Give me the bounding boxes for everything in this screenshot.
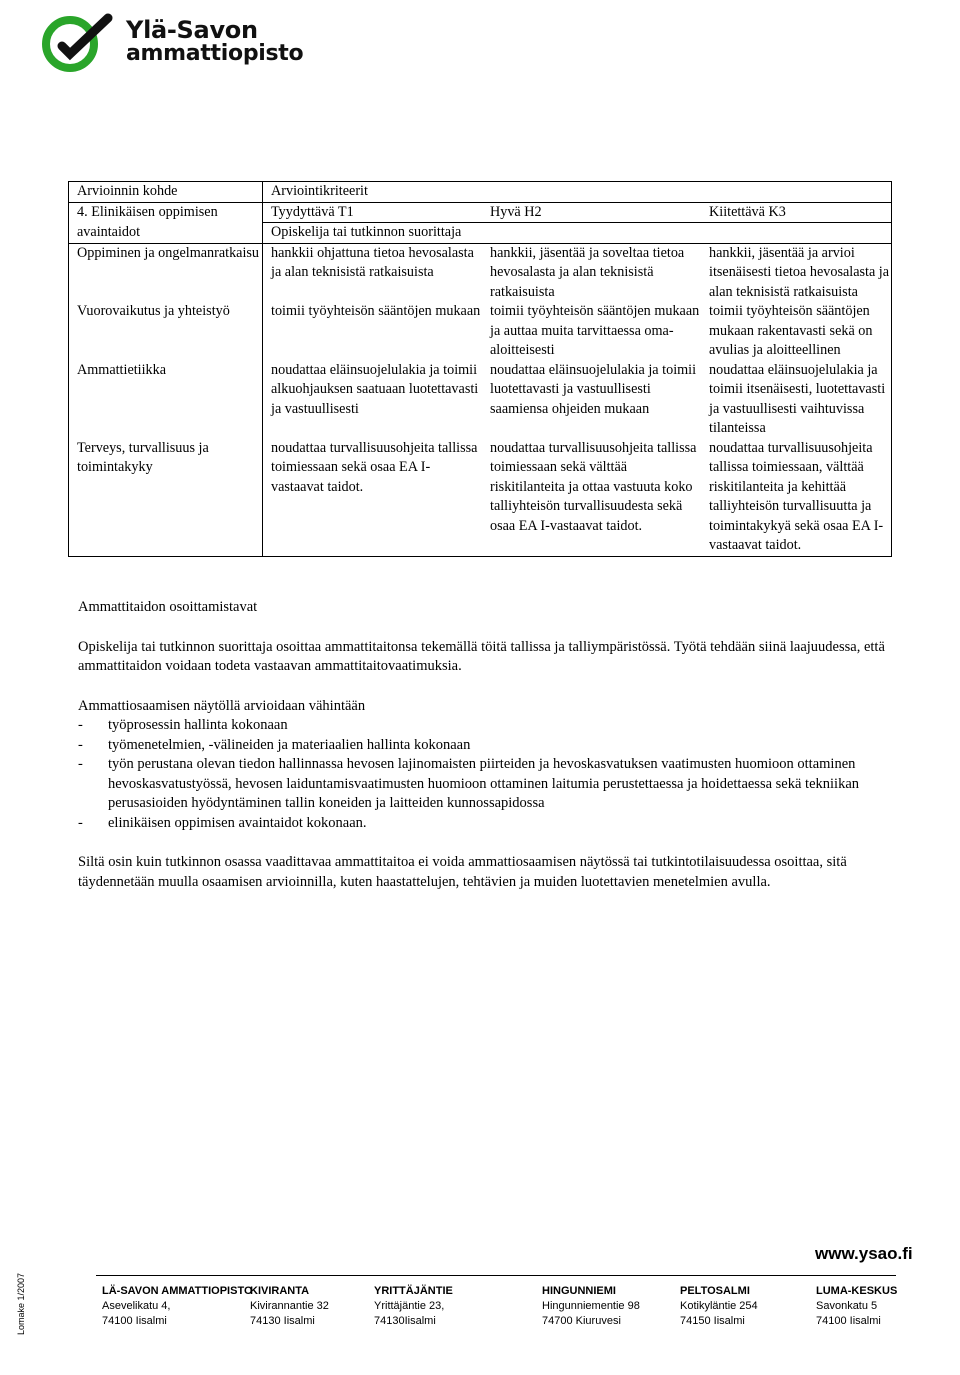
demonstration-section <box>78 598 908 892</box>
form-code: Lomake 1/2007 <box>16 1272 26 1335</box>
table-cell: Oppiminen ja ongelmanratkaisu <box>69 243 263 302</box>
table-cell: toimii työyhteisön sääntöjen mukaan <box>263 302 483 361</box>
table-row <box>69 361 892 439</box>
table-cell: noudattaa turvallisuusohjeita tallissa toimiessaan sekä osaa EA I-vastaavat taidot. <box>263 439 483 557</box>
table-cell: noudattaa turvallisuusohjeita tallissa toimiessaan, välttää riskitilanteita ja kehittää talliyhteisön turvallisuutta ja toimintakykyä sekä osaa EA I-vastaavat taidot. <box>709 439 884 553</box>
criteria-table <box>68 181 892 557</box>
table-row <box>69 302 892 361</box>
table-cell: noudattaa eläinsuojelulakia ja toimii itsenäisesti, luotettavasti ja vastuullisesti vaihtuvissa tilanteissa <box>709 361 886 436</box>
table-cell: hankkii, jäsentää ja arvioi itsenäisesti tietoa hevosalasta ja alan teknisistä ratkaisuista <box>701 243 892 302</box>
table-cell: hankkii, jäsentää ja soveltaa tietoa hevosalasta ja alan teknisistä ratkaisuista <box>482 243 701 302</box>
level-k3: Kiitettävä K3 <box>701 202 892 223</box>
table-row <box>69 439 892 557</box>
footer-address: LUMA-KESKUS Savonkatu 5 74100 Iisalmi <box>816 1285 898 1327</box>
section-heading: Ammattitaidon osoittamistavat <box>78 599 258 615</box>
footer-address: HINGUNNIEMI Hingunniementie 98 74700 Kiuruvesi <box>542 1285 640 1327</box>
header-cell-criteria: Arviointikriteerit <box>263 182 892 203</box>
list-intro: Ammattiosaamisen näytöllä arvioidaan vähintään <box>78 697 366 714</box>
table-cell: noudattaa turvallisuusohjeita tallissa toimiessaan sekä välttää riskitilanteita ja ottaa vastuuta koko talliyhteisön turvallisuudesta sekä osaa EA I-vastaavat taidot. <box>490 439 697 534</box>
logo-line2: ammattiopisto <box>126 41 304 66</box>
list-item: - työprosessin hallinta kokonaan <box>78 717 288 733</box>
table-cell: noudattaa eläinsuojelulakia ja toimii luotettavasti ja vastuullisesti saamiensa ohjeiden mukaan <box>490 361 697 417</box>
website-url[interactable]: www.ysao.fi <box>815 1244 913 1263</box>
paragraph: Siltä osin kuin tutkinnon osassa vaadittavaa ammattitaitoa ei voida ammattiosaamisen näytössä tai tutkintotilaisuudessa osoittaa, sitä täydennetään muulla osaamisen arvioinnilla, kuten haastattelujen, tehtävien ja muiden luotettavien menetelmien avulla. <box>78 854 847 890</box>
table-row <box>69 243 892 302</box>
footer-divider <box>96 1275 896 1276</box>
logo-line1: Ylä-Savon <box>126 16 258 44</box>
table-cell: toimii työyhteisön sääntöjen mukaan ja auttaa muita tarvittaessa oma-aloitteisesti <box>490 303 700 358</box>
paragraph: Opiskelija tai tutkinnon suorittaja osoittaa ammattitaitonsa tekemällä töitä tallissa ja talliympäristössä. Työtä tehdään siinä laajuudessa, että ammattitaidon voidaan todeta vastaavan ammattitaitovaatimuksia. <box>78 638 885 674</box>
list-item: - työmenetelmien, -välineiden ja materiaalien hallinta kokonaan <box>78 736 471 753</box>
table-cell: noudattaa eläinsuojelulakia ja toimii alkuohjauksen saatuaan luotettavasti ja vastuullisesti <box>263 361 483 439</box>
table-cell: avaintaidot <box>77 223 141 240</box>
table-cell: hankkii ohjattuna tietoa hevosalasta ja alan teknisistä ratkaisuista <box>263 243 483 302</box>
header-cell-target: Arvioinnin kohde <box>77 183 178 199</box>
logo-wordmark <box>126 18 303 66</box>
table-cell: 4. Elinikäisen oppimisen <box>69 202 263 223</box>
table-subject-row <box>69 223 892 244</box>
subject-cell: Opiskelija tai tutkinnon suorittaja <box>263 223 892 244</box>
table-cell: toimii työyhteisön sääntöjen mukaan rakentavasti sekä on avulias ja aloitteellinen <box>709 303 873 358</box>
list-item: - elinikäisen oppimisen avaintaidot kokonaan. <box>78 814 367 831</box>
list-item: - työn perustana olevan tiedon hallinnassa hevosen lajinomaisten piirteiden ja hevoskasvatuksen vaatimusten huomioon ottaminen hevoskasvatustyössä, hevosen laiduntamisvaatimusten huomioon ottaminen laitumia perustettaessa ja hoidettaessa sekä tekniikan perusasioiden hyödyntäminen tallin koneiden ja laitteiden kunnossapidossa <box>78 756 860 811</box>
footer-address: PELTOSALMI Kotikyläntie 254 74150 Iisalmi <box>680 1285 758 1327</box>
level-h2: Hyvä H2 <box>482 202 701 223</box>
logo <box>40 12 310 72</box>
table-level-row <box>69 202 892 223</box>
footer-address: YRITTÄJÄNTIE Yrittäjäntie 23, 74130Iisalmi <box>374 1285 453 1327</box>
footer-address: KIVIRANTA Kivirannantie 32 74130 Iisalmi <box>250 1285 329 1327</box>
logo-mark-icon <box>40 12 120 72</box>
level-t1: Tyydyttävä T1 <box>263 202 483 223</box>
table-header-row <box>69 182 892 203</box>
footer-address: LÄ-SAVON AMMATTIOPISTO Asevelikatu 4, 74100 Iisalmi <box>102 1285 253 1327</box>
table-cell: Vuorovaikutus ja yhteistyö <box>77 303 230 319</box>
table-cell: Terveys, turvallisuus ja toimintakyky <box>77 439 209 475</box>
table-cell: Ammattietiikka <box>77 361 167 378</box>
assessment-list <box>78 716 908 833</box>
